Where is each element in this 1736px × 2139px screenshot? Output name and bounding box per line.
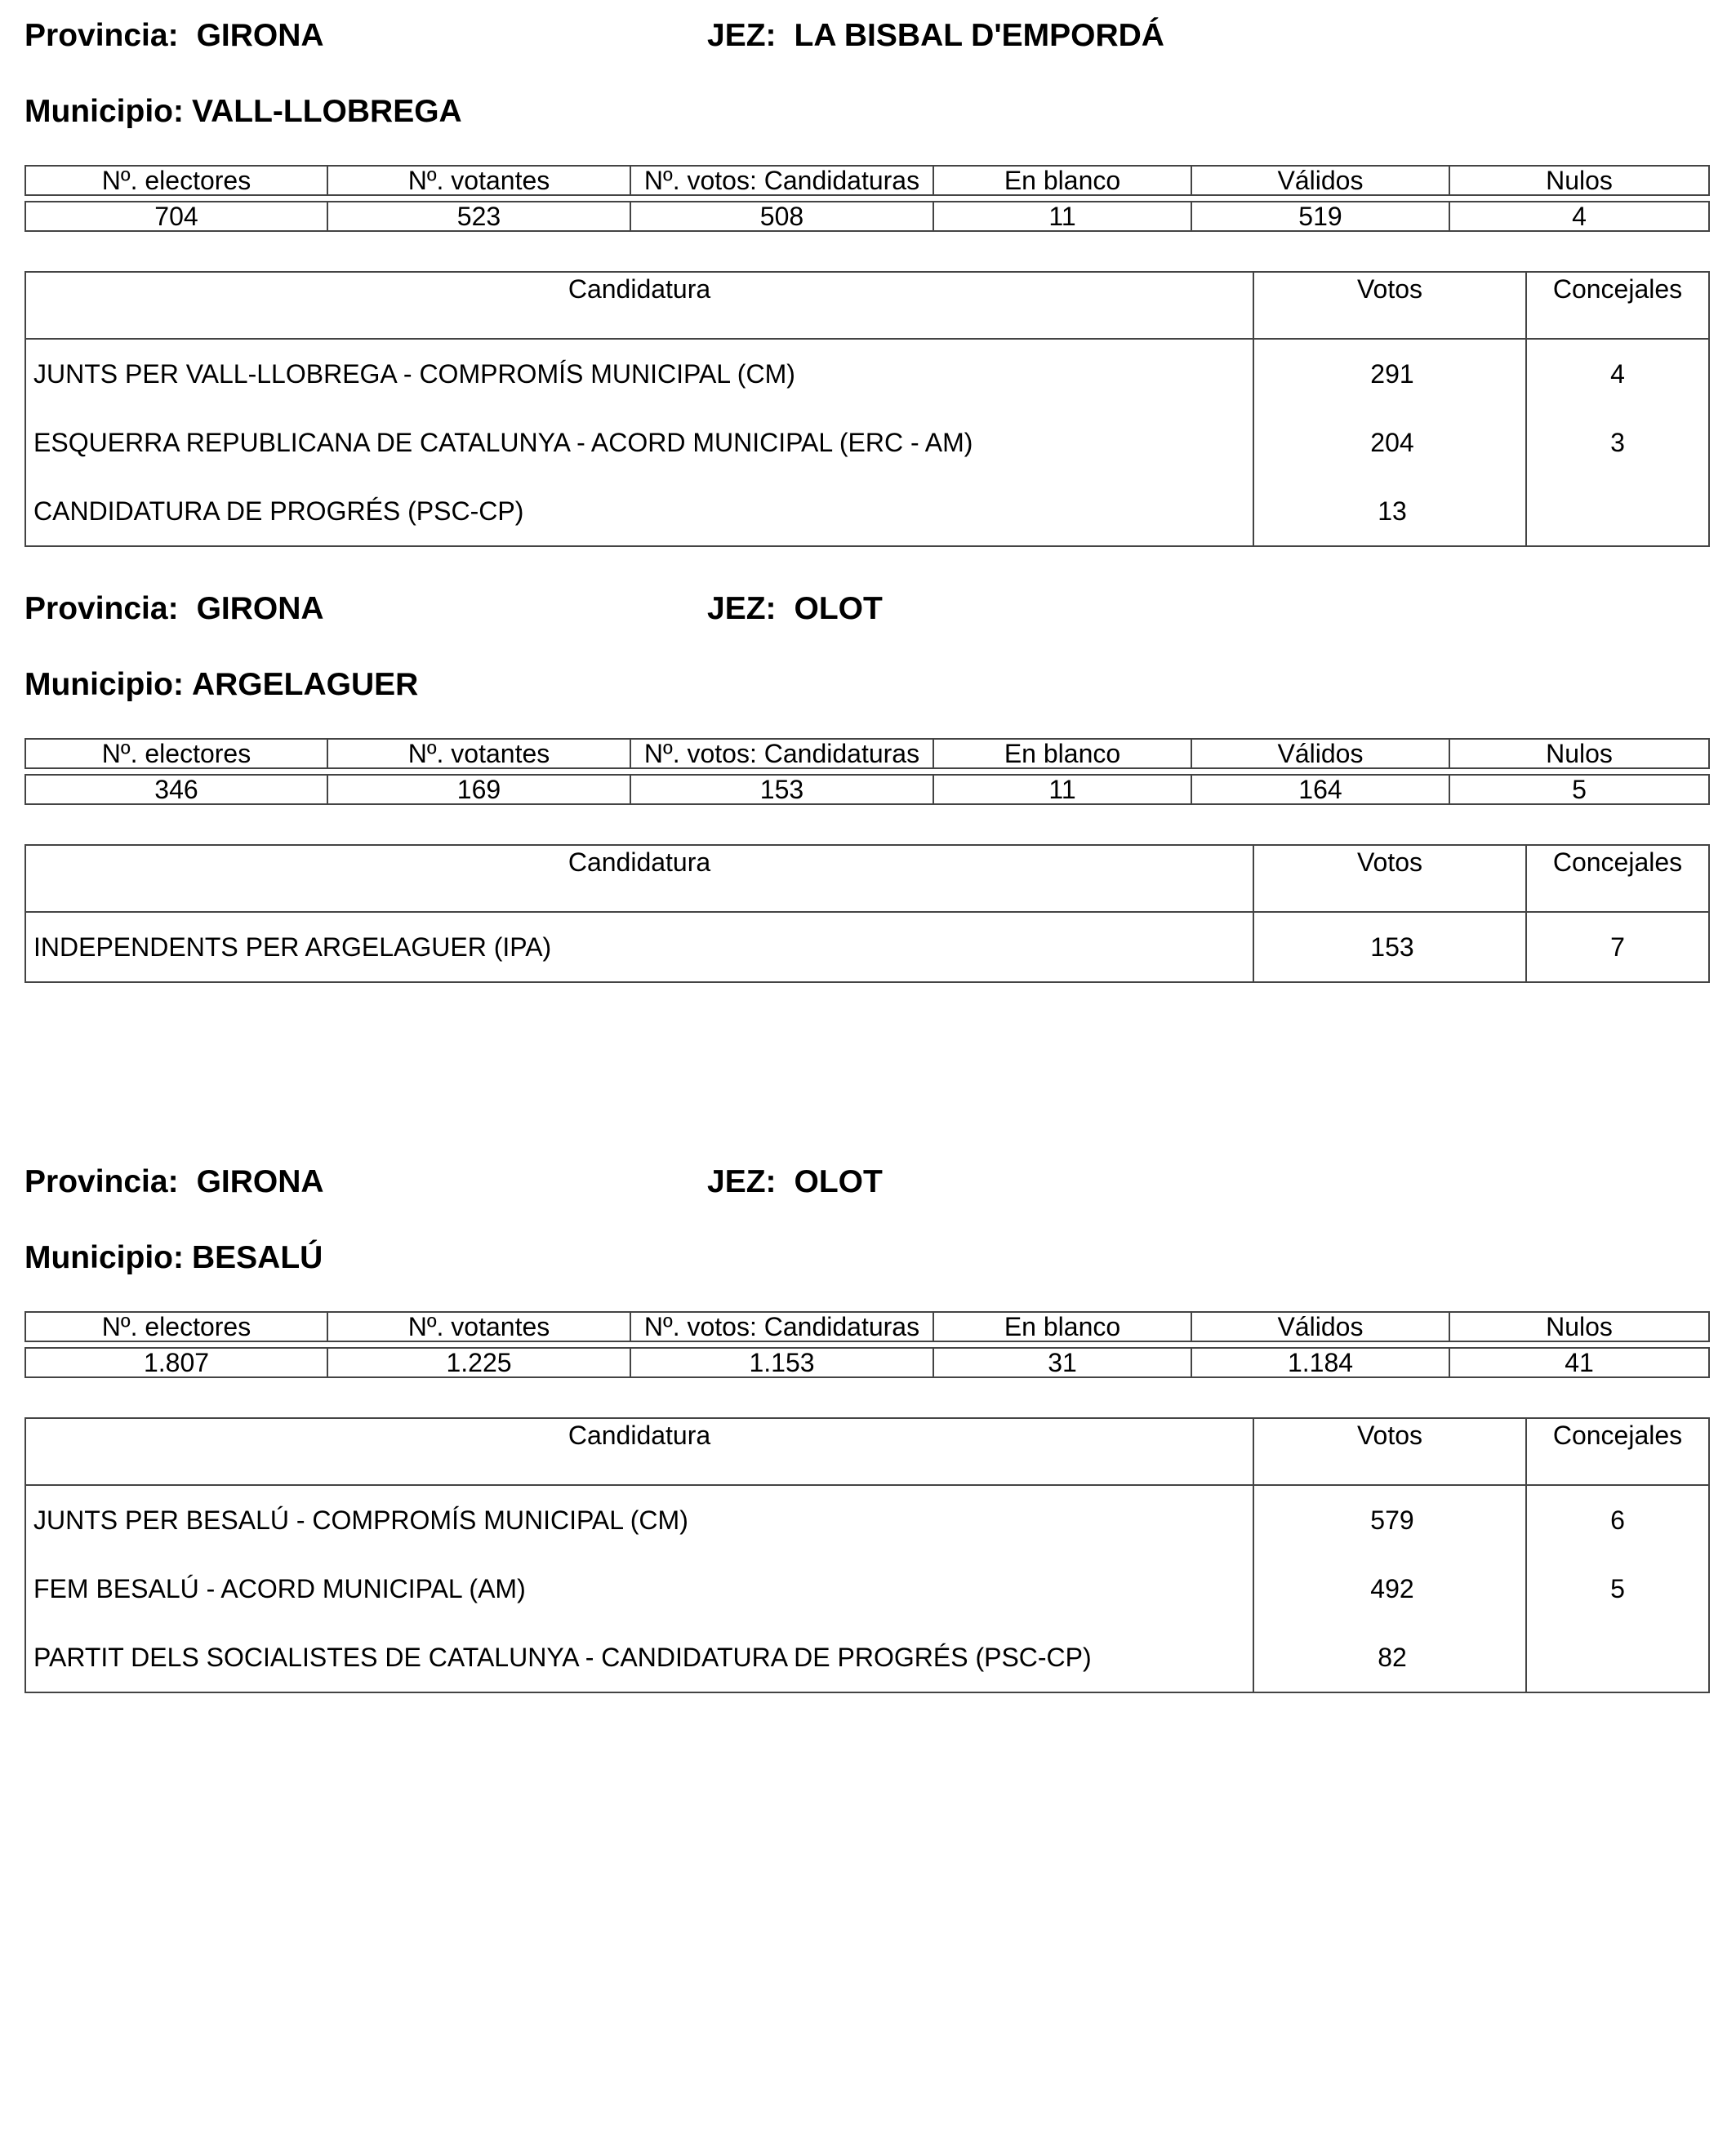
votos-value: 153 [1253, 912, 1526, 982]
summary-header-cell: Nº. votantes [327, 166, 630, 195]
results-header-cell: Candidatura [25, 272, 1253, 339]
summary-header-cell: En blanco [933, 166, 1191, 195]
summary-value-row [25, 775, 1709, 804]
summary-header-row [25, 166, 1709, 195]
summary-value-cell: 11 [933, 775, 1191, 804]
summary-value-cell: 1.807 [25, 1348, 327, 1377]
jez-value: OLOT [794, 1164, 883, 1199]
summary-value-cell: 1.184 [1191, 1348, 1449, 1377]
jez-line [707, 1164, 883, 1200]
provincia-label: Provincia: [24, 1164, 179, 1199]
summary-value-cell: 523 [327, 202, 630, 231]
result-row [25, 339, 1709, 408]
provincia-value: GIRONA [196, 591, 324, 626]
jez-label: JEZ: [707, 1164, 777, 1199]
summary-value-cell: 153 [630, 775, 933, 804]
provincia-line [24, 591, 324, 627]
results-header-cell: Candidatura [25, 1418, 1253, 1485]
municipio-line [24, 1240, 323, 1276]
results-header-cell: Votos [1253, 845, 1526, 912]
candidatura-name: FEM BESALÚ - ACORD MUNICIPAL (AM) [25, 1554, 1253, 1623]
result-row [25, 1623, 1709, 1692]
result-row [25, 477, 1709, 546]
summary-header-cell: En blanco [933, 1312, 1191, 1341]
summary-table [24, 165, 1710, 232]
summary-table [24, 738, 1710, 805]
results-header-cell: Candidatura [25, 845, 1253, 912]
concejales-value: 7 [1526, 912, 1709, 982]
result-row [25, 912, 1709, 982]
provincia-line [24, 18, 324, 54]
summary-header-row [25, 739, 1709, 768]
results-header-row [25, 845, 1709, 912]
result-row [25, 1485, 1709, 1554]
votos-value: 82 [1253, 1623, 1526, 1692]
summary-value-cell: 169 [327, 775, 630, 804]
provincia-label: Provincia: [24, 18, 179, 53]
concejales-value: 6 [1526, 1485, 1709, 1554]
summary-value-cell: 704 [25, 202, 327, 231]
candidatura-name: INDEPENDENTS PER ARGELAGUER (IPA) [25, 912, 1253, 982]
summary-header-cell: Válidos [1191, 1312, 1449, 1341]
summary-value-row [25, 1348, 1709, 1377]
summary-value-cell: 346 [25, 775, 327, 804]
candidatura-name: CANDIDATURA DE PROGRÉS (PSC-CP) [25, 477, 1253, 546]
jez-line [707, 18, 1164, 54]
votos-value: 204 [1253, 408, 1526, 477]
summary-header-cell: Nº. electores [25, 1312, 327, 1341]
votos-value: 579 [1253, 1485, 1526, 1554]
municipio-label: Municipio: [24, 667, 184, 702]
results-table [24, 1417, 1710, 1693]
results-header-cell: Votos [1253, 272, 1526, 339]
summary-value-cell: 41 [1449, 1348, 1709, 1377]
results-table [24, 271, 1710, 547]
votos-value: 13 [1253, 477, 1526, 546]
results-header-cell: Votos [1253, 1418, 1526, 1485]
summary-header-cell: Nº. votos: Candidaturas [630, 739, 933, 768]
summary-value-row [25, 202, 1709, 231]
jez-value: LA BISBAL D'EMPORDÁ [794, 18, 1164, 53]
concejales-value [1526, 1623, 1709, 1692]
summary-header-cell: Nulos [1449, 1312, 1709, 1341]
jez-value: OLOT [794, 591, 883, 626]
summary-header-cell: Nº. votos: Candidaturas [630, 166, 933, 195]
summary-header-cell: Nulos [1449, 739, 1709, 768]
summary-header-cell: Válidos [1191, 166, 1449, 195]
municipio-line [24, 94, 462, 130]
municipio-value: VALL-LLOBREGA [191, 94, 462, 129]
summary-header-cell: Nº. electores [25, 739, 327, 768]
summary-value-cell: 519 [1191, 202, 1449, 231]
summary-header-cell: En blanco [933, 739, 1191, 768]
concejales-value: 3 [1526, 408, 1709, 477]
jez-line [707, 591, 883, 627]
concejales-value: 4 [1526, 339, 1709, 408]
summary-header-cell: Nº. votos: Candidaturas [630, 1312, 933, 1341]
result-row [25, 408, 1709, 477]
votos-value: 492 [1253, 1554, 1526, 1623]
result-row [25, 1554, 1709, 1623]
provincia-value: GIRONA [196, 1164, 324, 1199]
municipio-line [24, 667, 418, 703]
results-header-cell: Concejales [1526, 1418, 1709, 1485]
results-header-cell: Concejales [1526, 272, 1709, 339]
summary-header-row [25, 1312, 1709, 1341]
summary-table [24, 1311, 1710, 1378]
summary-value-cell: 4 [1449, 202, 1709, 231]
summary-header-cell: Nº. electores [25, 166, 327, 195]
candidatura-name: ESQUERRA REPUBLICANA DE CATALUNYA - ACORD MUNICIPAL (ERC - AM) [25, 408, 1253, 477]
summary-value-cell: 5 [1449, 775, 1709, 804]
candidatura-name: PARTIT DELS SOCIALISTES DE CATALUNYA - CANDIDATURA DE PROGRÉS (PSC-CP) [25, 1623, 1253, 1692]
jez-label: JEZ: [707, 18, 777, 53]
municipio-value: ARGELAGUER [191, 667, 419, 702]
jez-label: JEZ: [707, 591, 777, 626]
summary-value-cell: 508 [630, 202, 933, 231]
summary-value-cell: 1.153 [630, 1348, 933, 1377]
summary-value-cell: 1.225 [327, 1348, 630, 1377]
candidatura-name: JUNTS PER BESALÚ - COMPROMÍS MUNICIPAL (CM) [25, 1485, 1253, 1554]
summary-header-cell: Válidos [1191, 739, 1449, 768]
provincia-value: GIRONA [196, 18, 324, 53]
municipio-label: Municipio: [24, 1240, 184, 1275]
municipio-value: BESALÚ [191, 1240, 323, 1275]
summary-header-cell: Nulos [1449, 166, 1709, 195]
results-header-cell: Concejales [1526, 845, 1709, 912]
summary-value-cell: 31 [933, 1348, 1191, 1377]
summary-header-cell: Nº. votantes [327, 1312, 630, 1341]
votos-value: 291 [1253, 339, 1526, 408]
concejales-value: 5 [1526, 1554, 1709, 1623]
summary-value-cell: 164 [1191, 775, 1449, 804]
concejales-value [1526, 477, 1709, 546]
results-table [24, 844, 1710, 983]
provincia-line [24, 1164, 324, 1200]
results-header-row [25, 272, 1709, 339]
summary-header-cell: Nº. votantes [327, 739, 630, 768]
results-header-row [25, 1418, 1709, 1485]
candidatura-name: JUNTS PER VALL-LLOBREGA - COMPROMÍS MUNICIPAL (CM) [25, 339, 1253, 408]
summary-value-cell: 11 [933, 202, 1191, 231]
municipio-label: Municipio: [24, 94, 184, 129]
provincia-label: Provincia: [24, 591, 179, 626]
